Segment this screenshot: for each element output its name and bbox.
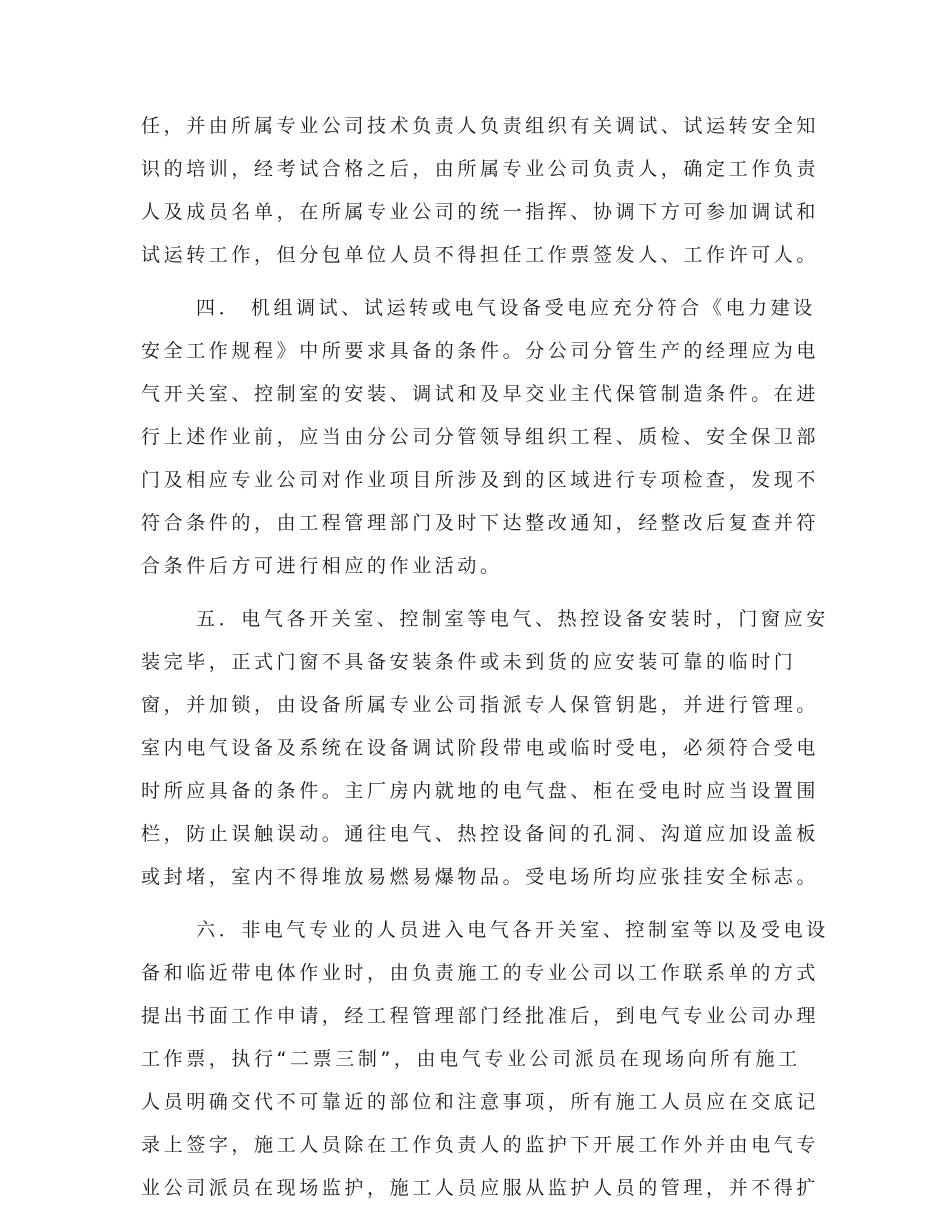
- text-line: 识的培训，经考试合格之后，由所属专业公司负责人，确定工作负责: [141, 158, 820, 180]
- text-line: 备和临近带电体作业时，由负责施工的专业公司以工作联系单的方式: [141, 962, 820, 984]
- text-line: 录上签字，施工人员除在工作负责人的监护下开展工作外并由电气专: [141, 1134, 820, 1156]
- text-line: 时所应具备的条件。主厂房内就地的电气盘、柜在受电时应当设置围: [141, 780, 820, 802]
- text-line: 室内电气设备及系统在设备调试阶段带电或临时受电，必须符合受电: [141, 737, 820, 759]
- text-line: 窗，并加锁，由设备所属专业公司指派专人保管钥匙，并进行管理。: [141, 694, 820, 716]
- text-line: 气开关室、控制室的安装、调试和及早交业主代保管制造条件。在进: [141, 383, 820, 405]
- text-line: 符合条件的，由工程管理部门及时下达整改通知，经整改后复查并符: [141, 512, 820, 534]
- text-line: 装完毕，正式门窗不具备安装条件或未到货的应安装可靠的临时门: [141, 651, 797, 673]
- text-line: 栏，防止误触误动。通往电气、热控设备间的孔洞、沟道应加设盖板: [141, 823, 820, 845]
- text-line: 门及相应专业公司对作业项目所涉及到的区域进行专项检查，发现不: [141, 469, 820, 491]
- text-line: 试运转工作，但分包单位人员不得担任工作票签发人、工作许可人。: [141, 244, 820, 266]
- text-line: 业公司派员在现场监护，施工人员应服从监护人员的管理，并不得扩: [141, 1177, 820, 1199]
- text-line: 五．电气各开关室、控制室等电气、热控设备安装时，门窗应安: [196, 608, 829, 630]
- text-line: 合条件后方可进行相应的作业活动。: [141, 555, 503, 577]
- text-line: 行上述作业前，应当由分公司分管领导组织工程、质检、安全保卫部: [141, 426, 820, 448]
- text-line: 安全工作规程》中所要求具备的条件。分公司分管生产的经理应为电: [141, 340, 820, 362]
- text-line: 人员明确交代不可靠近的部位和注意事项，所有施工人员应在交底记: [141, 1091, 820, 1113]
- text-line: 工作票，执行“二票三制”，由电气专业公司派员在现场向所有施工: [141, 1048, 801, 1070]
- text-line: 任，并由所属专业公司技术负责人负责组织有关调试、试运转安全知: [141, 115, 820, 137]
- text-line: 六．非电气专业的人员进入电气各开关室、控制室等以及受电设: [196, 919, 829, 941]
- text-line: 或封堵，室内不得堆放易燃易爆物品。受电场所均应张挂安全标志。: [141, 866, 820, 888]
- text-line: 人及成员名单，在所属专业公司的统一指挥、协调下方可参加调试和: [141, 201, 820, 223]
- text-line: 提出书面工作申请，经工程管理部门经批准后，到电气专业公司办理: [141, 1005, 820, 1027]
- text-line: 四． 机组调试、试运转或电气设备受电应充分符合《电力建设: [196, 297, 816, 319]
